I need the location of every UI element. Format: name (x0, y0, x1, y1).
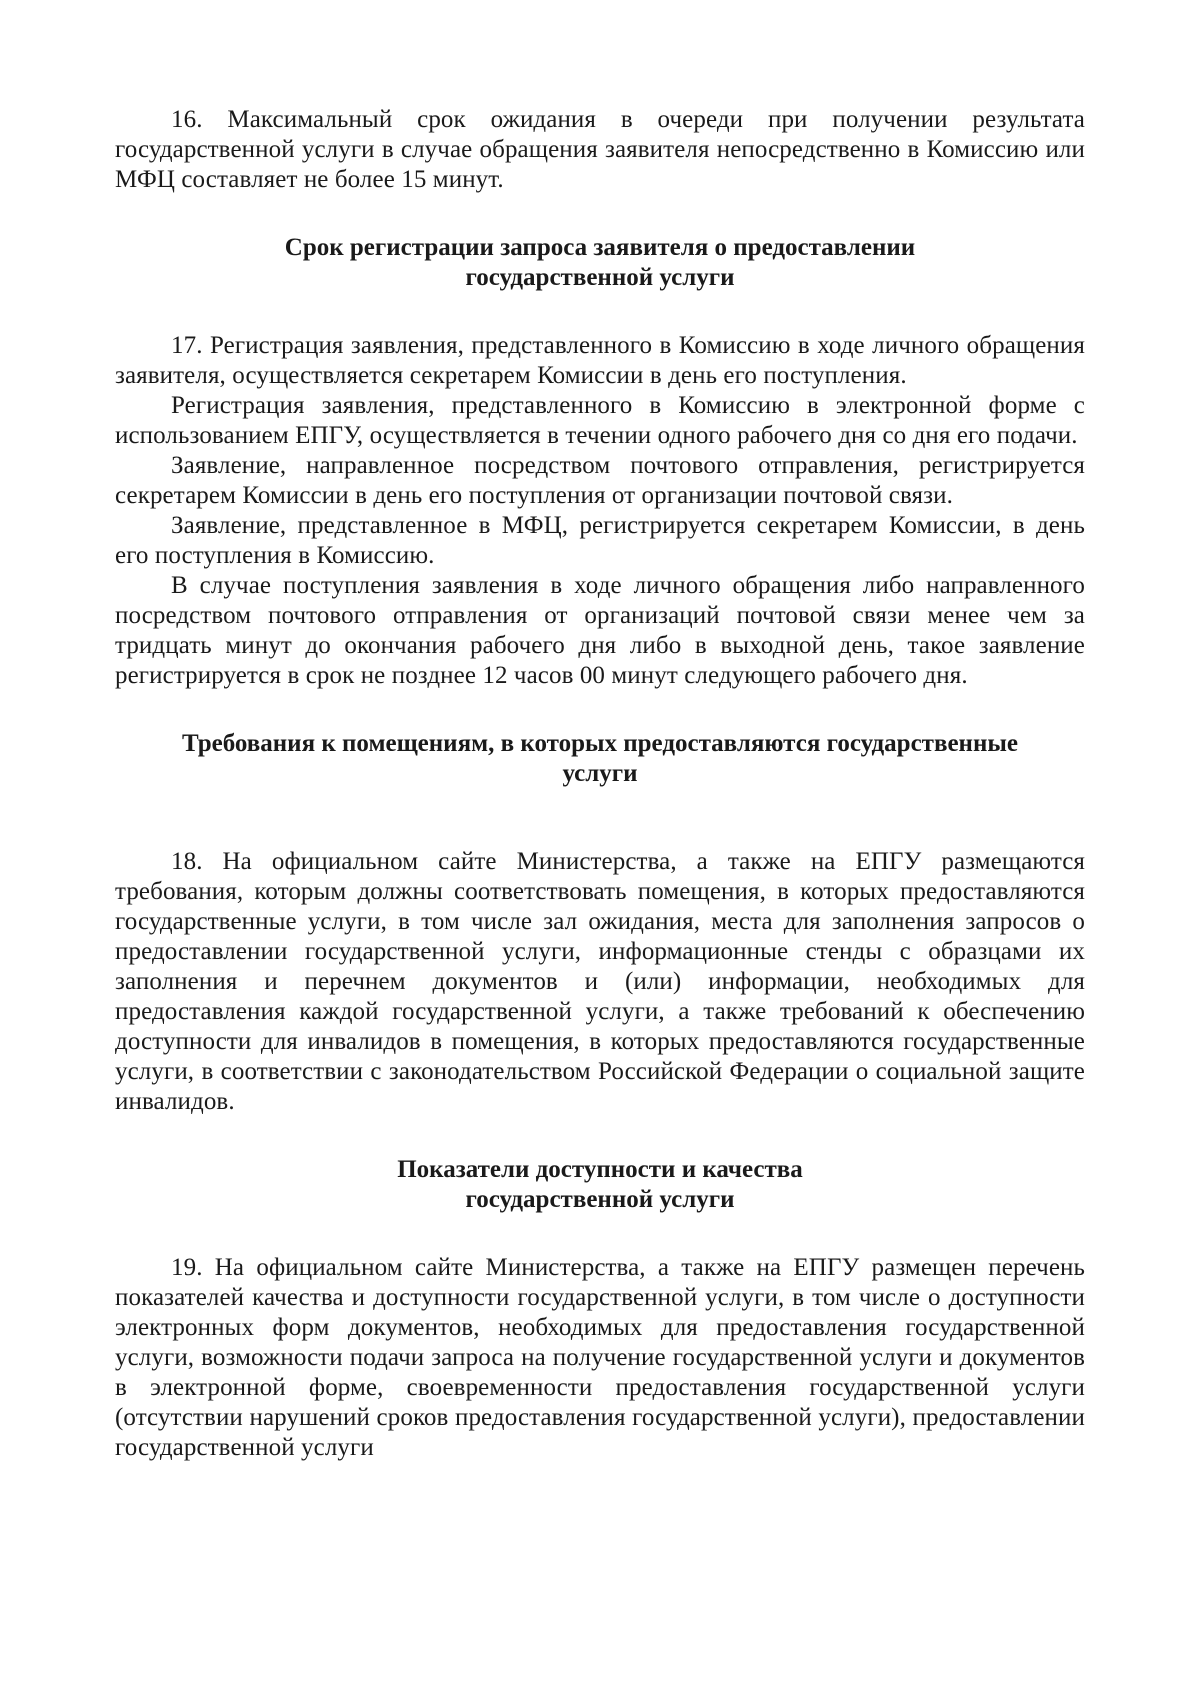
heading-line: услуги (562, 760, 638, 787)
paragraph-17-d: Заявление, представленное в МФЦ, регистрируется секретарем Комиссии, в день его поступления в Комиссию. (115, 512, 1085, 569)
spacer (115, 195, 1085, 233)
heading-line: Срок регистрации запроса заявителя о предоставлении (284, 234, 916, 261)
spacer (115, 691, 1085, 729)
paragraph-19: 19. На официальном сайте Министерства, а также на ЕПГУ размещен перечень показателей качества и доступности государственной услуги, в том числе о доступности электронных форм документов, необходимых для предоставления государственной услуги, возможности подачи запроса на получение государственной услуги и документов в электронной форме, своевременности предоставления государственной услуги (отсутствии нарушений сроков предоставления государственной услуги), предоставлении государственной услуги (115, 1254, 1085, 1461)
spacer (115, 293, 1085, 331)
paragraph-17-b: Регистрация заявления, представленного в Комиссию в электронной форме с использованием ЕПГУ, осуществляется в течении одного рабочего дня со дня его подачи. (115, 392, 1085, 449)
spacer (115, 789, 1085, 847)
spacer (115, 1117, 1085, 1155)
heading-line: государственной услуги (465, 1186, 735, 1213)
section-heading-premises-requirements (115, 729, 1085, 789)
paragraph-18: 18. На официальном сайте Министерства, а также на ЕПГУ размещаются требования, которым должны соответствовать помещения, в которых предоставляются государственные услуги, в том числе зал ожидания, места для заполнения запросов о предоставлении государственной услуги, информационные стенды с образцами их заполнения и перечнем документов и (или) информации, необходимых для предоставления каждой государственной услуги, а также требований к обеспечению доступности для инвалидов в помещения, в которых предоставляются государственные услуги, в соответствии с законодательством Российской Федерации о социальной защите инвалидов. (115, 848, 1085, 1115)
paragraph-17-e: В случае поступления заявления в ходе личного обращения либо направленного посредством почтового отправления от организаций почтовой связи менее чем за тридцать минут до окончания рабочего дня либо в выходной день, такое заявление регистрируется в срок не позднее 12 часов 00 минут следующего рабочего дня. (115, 572, 1085, 689)
document-page (115, 105, 1085, 1463)
spacer (115, 1215, 1085, 1253)
paragraph-16: 16. Максимальный срок ожидания в очереди при получении результата государственной услуги в случае обращения заявителя непосредственно в Комиссию или МФЦ составляет не более 15 минут. (115, 106, 1085, 193)
paragraph-17-a: 17. Регистрация заявления, представленного в Комиссию в ходе личного обращения заявителя, осуществляется секретарем Комиссии в день его поступления. (115, 332, 1085, 389)
heading-line: Требования к помещениям, в которых предоставляются государственные (182, 730, 1018, 757)
paragraph-17-c: Заявление, направленное посредством почтового отправления, регистрируется секретарем Комиссии в день его поступления от организации почтовой связи. (115, 452, 1085, 509)
heading-line: государственной услуги (465, 264, 735, 291)
heading-line: Показатели доступности и качества (397, 1156, 803, 1183)
section-heading-registration-term (115, 233, 1085, 293)
section-heading-accessibility-quality (115, 1155, 1085, 1215)
